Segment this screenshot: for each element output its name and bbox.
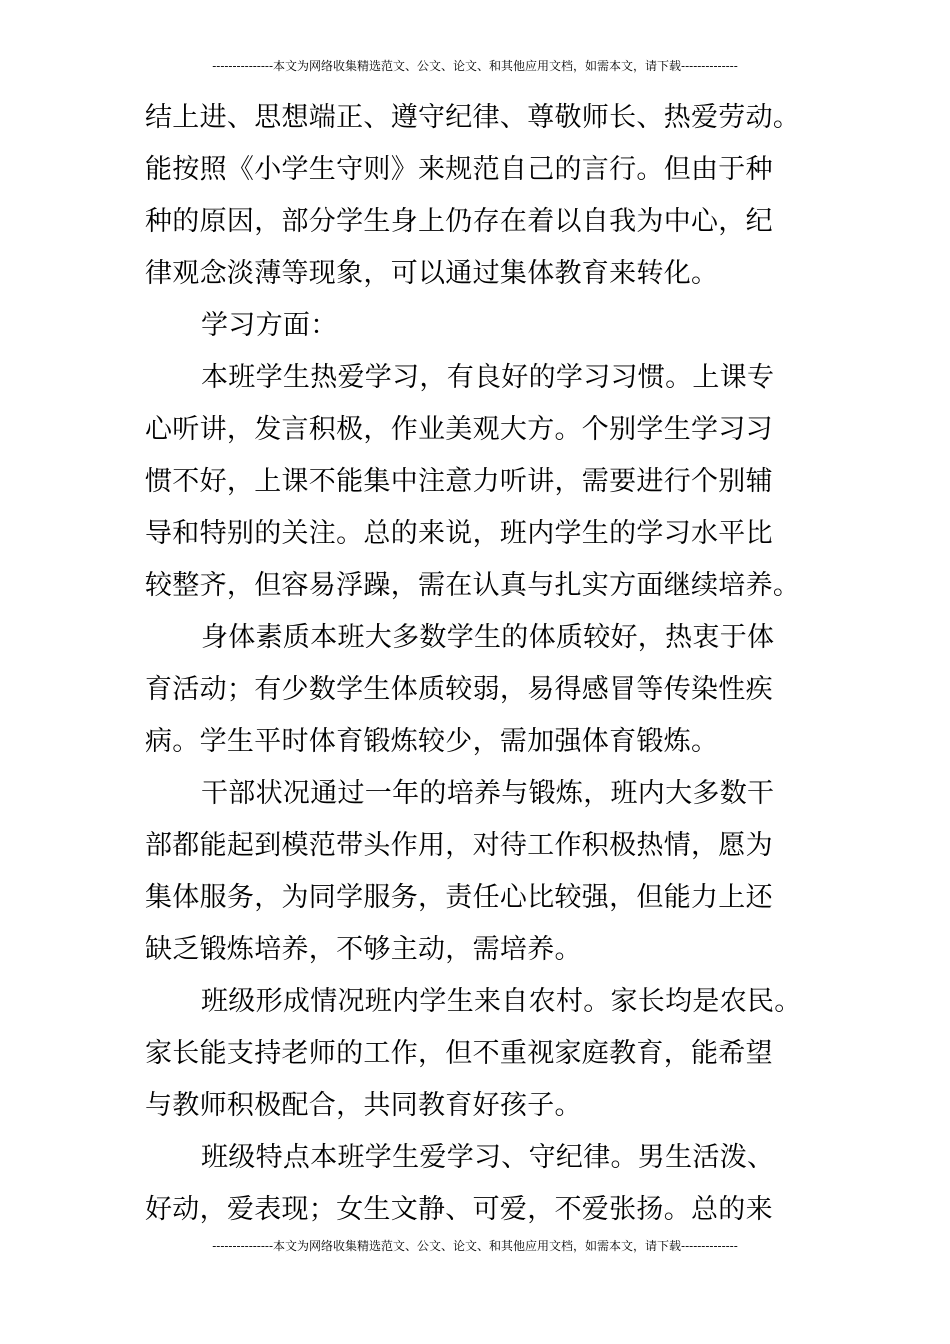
body-line: 班级形成情况班内学生来自农村。家长均是农民。: [201, 986, 802, 1017]
body-line: 种的原因，部分学生身上仍存在着以自我为中心，纪: [145, 206, 773, 237]
body-line: 缺乏锻炼培养，不够主动，需培养。: [145, 934, 582, 965]
page-header: ---------------本文为网络收集精选范文、公文、论文、和其他应用文档，如需本文，请下载--------------: [212, 59, 738, 73]
body-line: 导和特别的关注。总的来说，班内学生的学习水平比: [145, 518, 773, 549]
page-footer: ---------------本文为网络收集精选范文、公文、论文、和其他应用文档，如需本文，请下载--------------: [212, 1239, 738, 1253]
body-line: 好动，爱表现；女生文静、可爱，不爱张扬。总的来: [145, 1194, 773, 1225]
body-line: 病。学生平时体育锻炼较少，需加强体育锻炼。: [145, 726, 719, 757]
body-line: 能按照《小学生守则》来规范自己的言行。但由于种: [145, 154, 773, 185]
body-line: 家长能支持老师的工作，但不重视家庭教育，能希望: [145, 1038, 773, 1069]
body-line: 结上进、思想端正、遵守纪律、尊敬师长、热爱劳动。: [145, 102, 801, 133]
body-line: 干部状况通过一年的培养与锻炼，班内大多数干: [201, 778, 775, 809]
body-line: 与教师积极配合，共同教育好孩子。: [145, 1090, 582, 1121]
section-heading-study: 学习方面：: [201, 310, 338, 341]
body-line: 部都能起到模范带头作用，对待工作积极热情，愿为: [145, 830, 773, 861]
body-line: 班级特点本班学生爱学习、守纪律。男生活泼、: [201, 1142, 775, 1173]
document-body: [145, 92, 815, 1236]
body-line: 本班学生热爱学习，有良好的学习习惯。上课专: [201, 362, 775, 393]
body-line: 律观念淡薄等现象，可以通过集体教育来转化。: [145, 258, 719, 289]
body-line: 惯不好，上课不能集中注意力听讲，需要进行个别辅: [145, 466, 773, 497]
body-line: 身体素质本班大多数学生的体质较好，热衷于体: [201, 622, 775, 653]
body-line: 心听讲，发言积极，作业美观大方。个别学生学习习: [145, 414, 773, 445]
body-line: 集体服务，为同学服务，责任心比较强，但能力上还: [145, 882, 773, 913]
body-line: 育活动；有少数学生体质较弱，易得感冒等传染性疾: [145, 674, 773, 705]
body-line: 较整齐，但容易浮躁，需在认真与扎实方面继续培养。: [145, 570, 801, 601]
